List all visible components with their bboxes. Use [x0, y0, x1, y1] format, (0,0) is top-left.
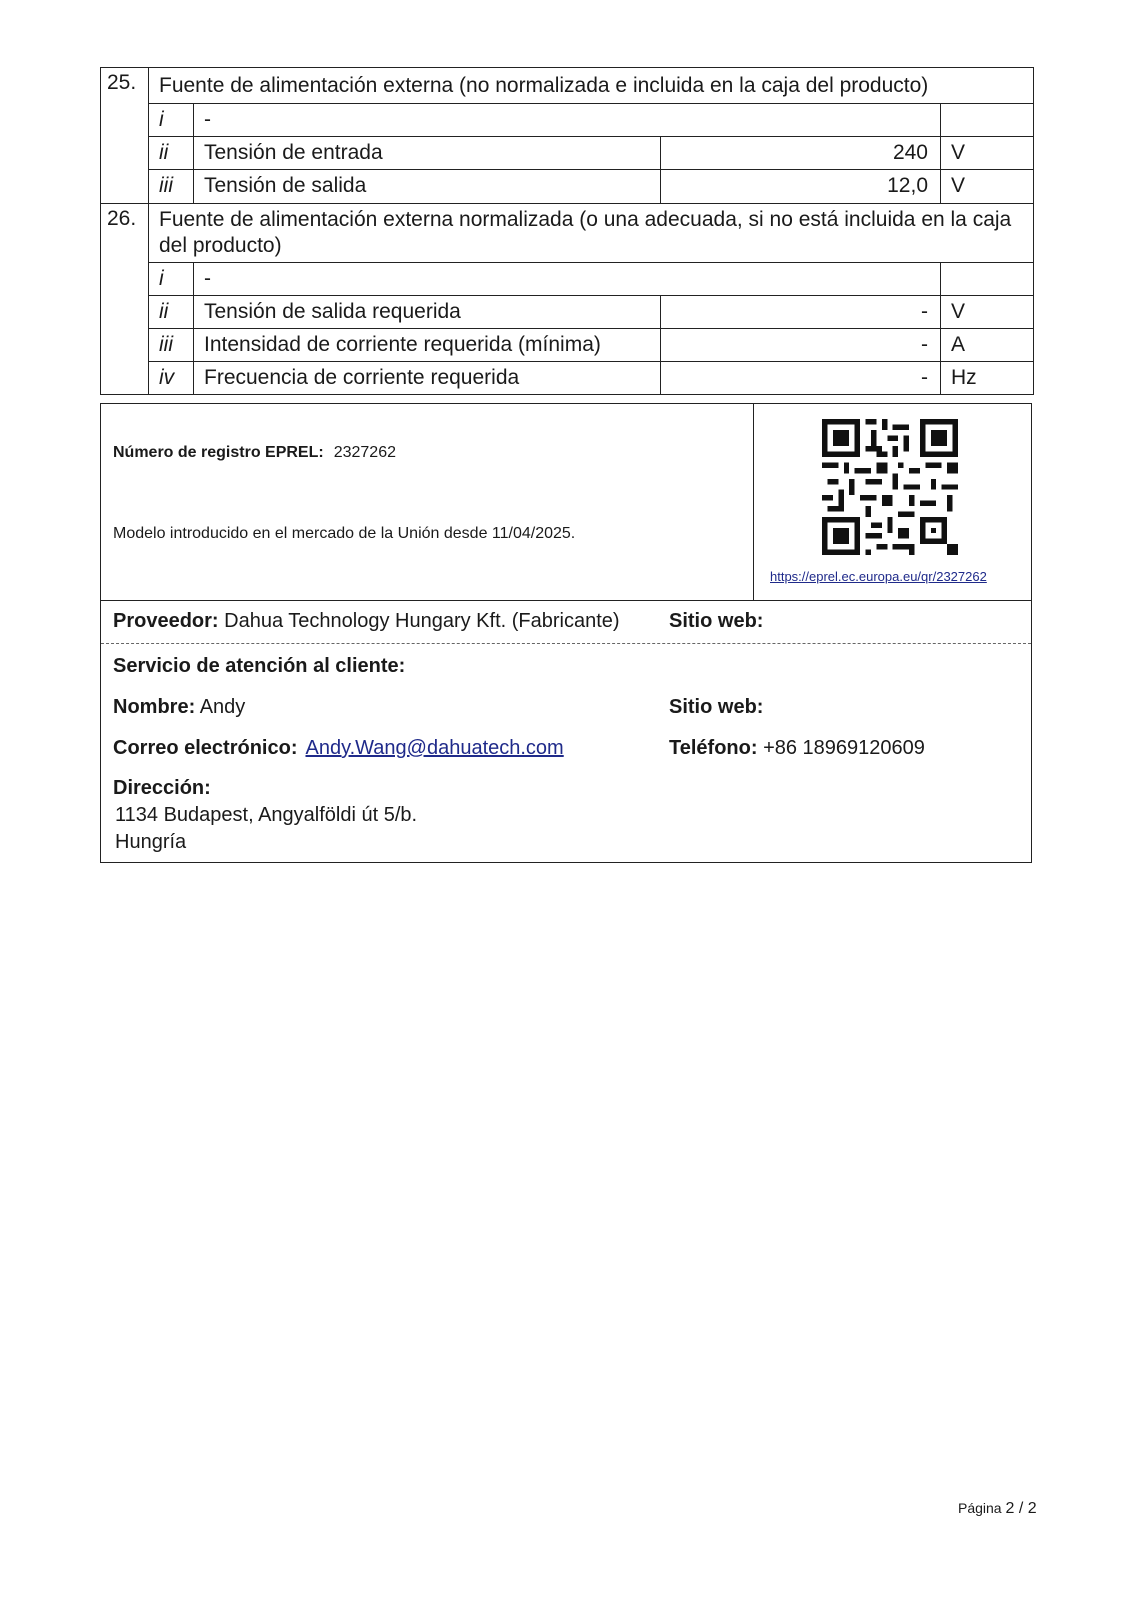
service-website-label: Sitio web: — [669, 696, 764, 718]
email-link[interactable]: Andy.Wang@dahuatech.com — [305, 737, 564, 759]
row-label: Tensión de entrada — [194, 137, 661, 170]
row-label: Tensión de salida — [194, 170, 661, 204]
contact-email — [113, 737, 564, 760]
supplier — [113, 610, 620, 633]
table-row — [101, 262, 1034, 295]
row-unit: A — [941, 328, 1034, 361]
table-row — [101, 361, 1034, 395]
row-unit: Hz — [941, 361, 1034, 395]
row-value: - — [661, 361, 941, 395]
row-value: - — [661, 328, 941, 361]
supplier-website-label: Sitio web: — [669, 610, 764, 632]
contact-name-label: Nombre: — [113, 696, 196, 718]
row-label: Tensión de salida requerida — [194, 295, 661, 328]
address-label: Dirección: — [113, 777, 211, 799]
row-value: 12,0 — [661, 170, 941, 204]
supplier-label: Proveedor: — [113, 610, 219, 632]
qr-code-icon[interactable] — [822, 419, 958, 555]
market-date-text: Modelo introducido en el mercado de la Unión desde 11/04/2025. — [113, 525, 576, 542]
supplier-row — [101, 600, 1031, 644]
registration-line — [113, 444, 396, 462]
supplier-name: Dahua Technology Hungary Kft. (Fabricante) — [224, 610, 620, 632]
table-row — [101, 170, 1034, 204]
row-unit: V — [941, 295, 1034, 328]
page-separator: / — [1014, 1500, 1028, 1517]
section-number: 25. — [101, 68, 149, 104]
qr-url-link[interactable]: https://eprel.ec.europa.eu/qr/2327262 — [770, 569, 987, 584]
address-line-1: 1134 Budapest, Angyalföldi út 5/b. — [115, 804, 418, 826]
row-label: - — [194, 262, 941, 295]
contact-phone-label: Teléfono: — [669, 737, 758, 759]
eprel-info — [101, 404, 754, 600]
page-current: 2 — [1005, 1500, 1015, 1517]
section-25-header — [101, 68, 1034, 104]
row-unit — [941, 262, 1034, 295]
table-row — [101, 295, 1034, 328]
row-index: ii — [149, 137, 194, 170]
contact-name — [113, 696, 245, 719]
page-total: 2 — [1027, 1500, 1037, 1517]
spec-table — [100, 67, 1034, 395]
table-row — [101, 137, 1034, 170]
registration-number: 2327262 — [333, 444, 396, 461]
section-title: Fuente de alimentación externa normalizada (o una adecuada, si no está incluida en la caja del producto) — [149, 203, 1034, 262]
contact-email-label: Correo electrónico: — [113, 737, 298, 759]
row-label: Frecuencia de corriente requerida — [194, 361, 661, 395]
row-unit — [941, 104, 1034, 137]
row-value: 240 — [661, 137, 941, 170]
table-row — [101, 104, 1034, 137]
customer-service-title: Servicio de atención al cliente: — [113, 655, 406, 677]
row-index: iii — [149, 170, 194, 204]
registration-label: Número de registro EPREL: — [113, 444, 324, 461]
eprel-section — [101, 404, 1031, 601]
row-index: ii — [149, 295, 194, 328]
section-title: Fuente de alimentación externa (no normalizada e incluida en la caja del producto) — [149, 68, 1034, 104]
table-row — [101, 328, 1034, 361]
row-value: - — [661, 295, 941, 328]
row-label: Intensidad de corriente requerida (mínima) — [194, 328, 661, 361]
page-number — [958, 1500, 1037, 1518]
section-number: 26. — [101, 203, 149, 262]
row-unit: V — [941, 170, 1034, 204]
contact-name-value: Andy — [199, 696, 246, 718]
contact-phone-value: +86 18969120609 — [763, 737, 925, 759]
row-unit: V — [941, 137, 1034, 170]
supplier-info-box — [100, 403, 1032, 863]
row-label: - — [194, 104, 941, 137]
page-label: Página — [958, 1500, 1002, 1516]
address-line-2: Hungría — [115, 831, 187, 853]
row-index: iii — [149, 328, 194, 361]
section-26-header — [101, 203, 1034, 262]
row-index: i — [149, 262, 194, 295]
row-index: iv — [149, 361, 194, 395]
row-index: i — [149, 104, 194, 137]
contact-phone — [669, 737, 925, 760]
